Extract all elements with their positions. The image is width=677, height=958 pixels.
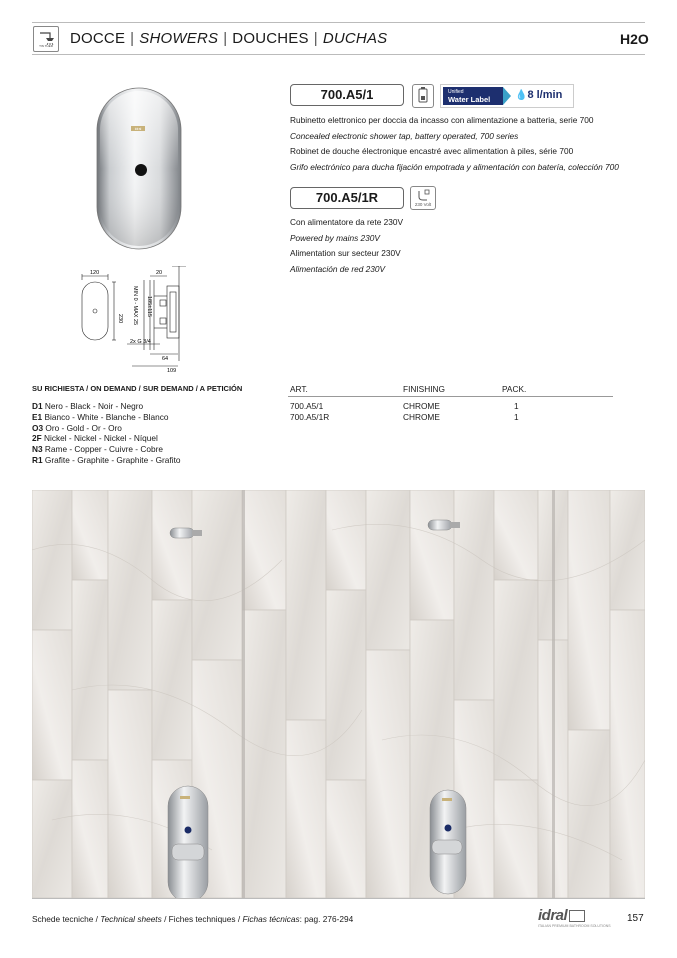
col-header-pack: PACK. — [502, 384, 527, 394]
desc1-es: Grifo electrónico para ducha fijación empotrada y alimentación con batería, colección 700 — [290, 161, 619, 172]
mains-label: 230 Volt — [414, 202, 432, 207]
finish-options-list — [32, 401, 180, 466]
desc2-it: Con alimentatore da rete 230V — [290, 217, 404, 227]
title-es: DUCHAS — [322, 30, 388, 47]
flow-rate: 8 l/min — [527, 89, 563, 101]
dim-range: 185±115 — [146, 296, 152, 317]
mains-power-icon — [410, 186, 436, 210]
water-label-arrow — [503, 87, 511, 105]
water-label-logo — [443, 87, 503, 105]
product-image — [95, 86, 185, 251]
water-label-top: Unified — [448, 89, 464, 95]
plate-logo: idral — [134, 127, 142, 131]
col-header-finishing: FINISHING — [403, 384, 445, 394]
product-code-2: 700.A5/1R — [290, 187, 404, 209]
desc1-fr: Robinet de douche électronique encastré avec alimentation à piles, série 700 — [290, 146, 574, 156]
title-en: SHOWERS — [139, 30, 219, 47]
page-title: DOCCE | SHOWERS | DOUCHES | DUCHAS — [70, 30, 388, 47]
product2-description — [290, 215, 403, 277]
product1-description — [290, 113, 619, 175]
desc1-it: Rubinetto elettronico per doccia da incasso con alimentazione a batteria, serie 700 — [290, 115, 594, 125]
finish-option: R1 Grafite - Graphite - Graphite - Grafito — [32, 454, 181, 465]
desc1-en: Concealed electronic shower tap, battery operated, 700 series — [290, 130, 519, 141]
dim-109: 109 — [167, 368, 177, 374]
battery-icon — [412, 84, 434, 108]
installation-photo — [32, 490, 645, 898]
header-top-rule — [32, 22, 645, 23]
footer-rule — [32, 898, 645, 899]
product-code-1: 700.A5/1 — [290, 84, 404, 106]
finish-option: N3 Rame - Copper - Cuivre - Cobre — [32, 444, 163, 455]
cell-finishing: CHROME — [403, 412, 440, 422]
title-fr: DOUCHES — [232, 30, 309, 47]
water-drop-icon: 💧 — [515, 90, 528, 101]
icon-caption: TIN THER — [39, 44, 53, 48]
water-label-badge — [440, 84, 574, 108]
header-bottom-rule — [32, 54, 645, 55]
cell-pack: 1 — [514, 412, 519, 422]
logo-flag-icon — [569, 910, 585, 922]
idral-logo: idral — [538, 907, 585, 924]
brand-h2o: H2O — [620, 31, 649, 47]
dim-height: 230 — [117, 314, 123, 324]
footer-technical-sheets: Schede tecniche / Technical sheets / Fiches techniques / Fichas técnicas: pag. 276-294 — [32, 914, 354, 924]
title-it: DOCCE — [70, 30, 126, 47]
on-demand-title: SU RICHIESTA / ON DEMAND / SUR DEMAND / A PETICIÓN — [32, 384, 243, 393]
cell-pack: 1 — [514, 401, 519, 411]
page-number: 157 — [627, 913, 644, 924]
cell-art: 700.A5/1R — [290, 412, 330, 422]
technical-drawing — [72, 266, 202, 376]
dim-width: 120 — [90, 270, 100, 276]
dim-connection: 2x G 3/4 — [130, 339, 151, 345]
dim-depth: 20 — [156, 270, 163, 276]
cell-finishing: CHROME — [403, 401, 440, 411]
desc2-es: Alimentación de red 230V — [290, 263, 386, 274]
desc2-en: Powered by mains 230V — [290, 232, 380, 243]
finish-option: E1 Bianco - White - Blanche - Blanco — [32, 411, 169, 422]
dim-min-max: MIN 0 - MAX 25 — [132, 286, 138, 326]
shower-category-icon — [33, 26, 59, 52]
water-label-value — [515, 89, 562, 101]
finish-option: 2F Nickel - Nickel - Nickel - Níquel — [32, 433, 158, 444]
logo-tagline: ITALIAN PREMIUM BATHROOM SOLUTIONS — [538, 924, 611, 928]
dim-64: 64 — [162, 356, 169, 362]
table-header-rule — [288, 396, 613, 397]
desc2-fr: Alimentation sur secteur 230V — [290, 248, 401, 258]
cell-art: 700.A5/1 — [290, 401, 324, 411]
col-header-art: ART. — [290, 384, 308, 394]
water-label-name: Water Label — [448, 95, 491, 104]
finish-option: D1 Nero - Black - Noir - Negro — [32, 401, 144, 411]
finish-option: O3 Oro - Gold - Or - Oro — [32, 422, 122, 433]
